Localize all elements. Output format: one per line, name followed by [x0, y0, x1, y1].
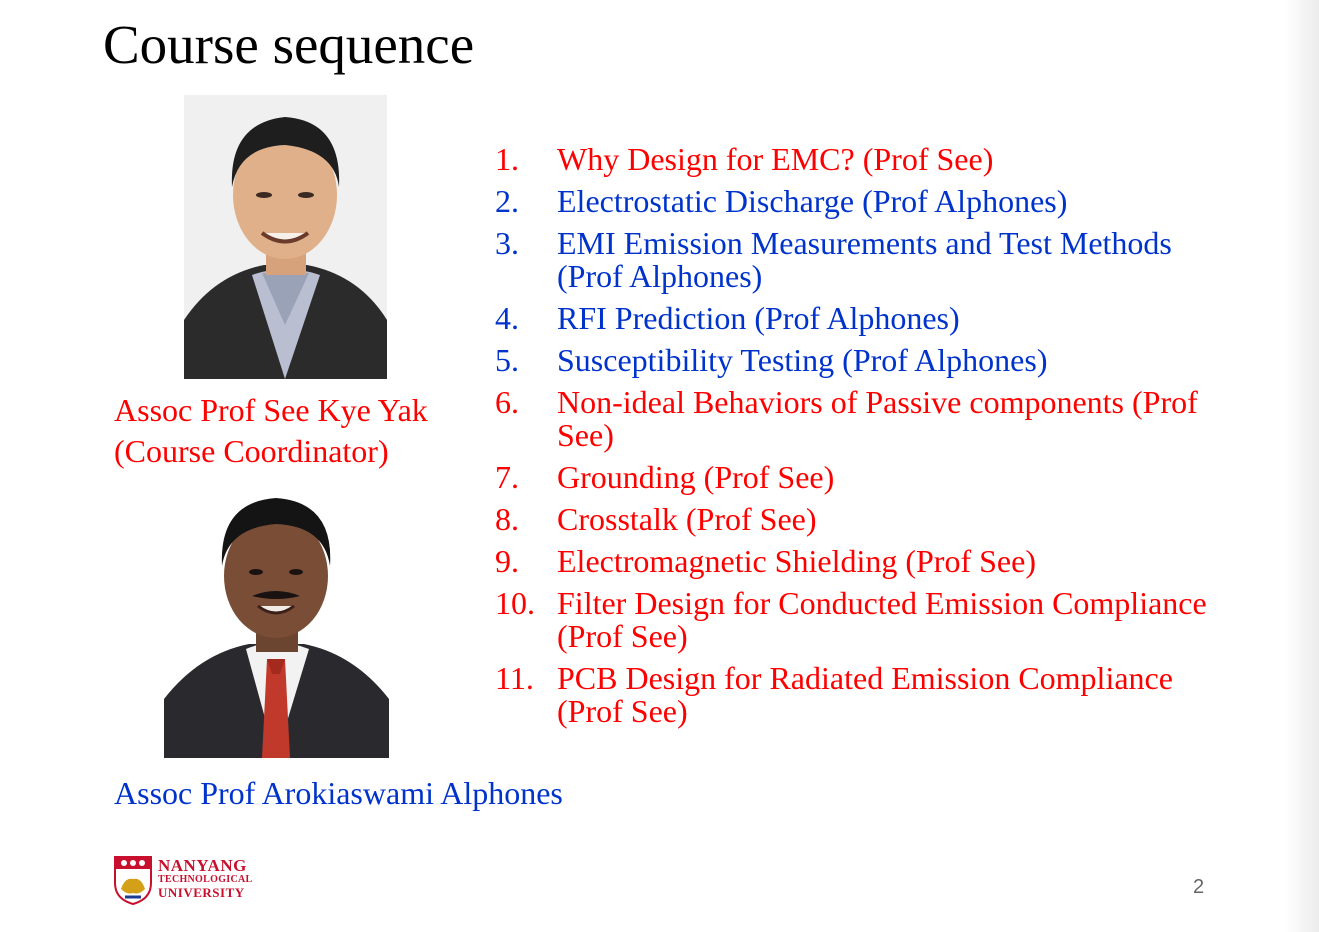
topic-item — [495, 386, 1235, 452]
topic-text: Electrostatic Discharge (Prof Alphones) — [557, 183, 1068, 219]
topic-item — [495, 302, 1235, 335]
topic-number: 11. — [495, 660, 534, 696]
topic-item — [495, 545, 1235, 578]
topic-text: Grounding (Prof See) — [557, 459, 835, 495]
topic-number: 1. — [495, 141, 519, 177]
topic-item — [495, 587, 1235, 653]
topic-text: Filter Design for Conducted Emission Compliance (Prof See) — [557, 585, 1207, 654]
logo-line-2: TECHNOLOGICAL — [158, 874, 253, 885]
topic-text: Why Design for EMC? (Prof See) — [557, 141, 994, 177]
topic-number: 6. — [495, 384, 519, 420]
topic-item — [495, 227, 1235, 293]
topic-number: 9. — [495, 543, 519, 579]
slide-edge-shadow — [1285, 0, 1319, 932]
topic-item — [495, 143, 1235, 176]
logo-line-3: UNIVERSITY — [158, 885, 245, 900]
university-logo — [113, 855, 253, 905]
page-number: 2 — [1193, 876, 1205, 898]
topic-item — [495, 662, 1235, 728]
topic-item — [495, 344, 1235, 377]
topic-text: Susceptibility Testing (Prof Alphones) — [557, 342, 1048, 378]
topic-item — [495, 461, 1235, 494]
university-crest-icon — [113, 855, 153, 905]
topic-number: 3. — [495, 225, 519, 261]
photo-prof-alphones — [164, 484, 389, 758]
instructor-name: Assoc Prof Arokiaswami Alphones — [114, 775, 563, 811]
logo-line-1: NANYANG — [158, 856, 247, 875]
instructor-role: (Course Coordinator) — [114, 433, 389, 469]
topic-number: 5. — [495, 342, 519, 378]
topic-number: 10. — [495, 585, 535, 621]
topic-text: RFI Prediction (Prof Alphones) — [557, 300, 960, 336]
topic-number: 7. — [495, 459, 519, 495]
topic-number: 8. — [495, 501, 519, 537]
course-topic-list — [495, 143, 1235, 737]
topic-number: 4. — [495, 300, 519, 336]
topic-text: Crosstalk (Prof See) — [557, 501, 817, 537]
logo-wordmark — [158, 857, 252, 900]
instructor-name: Assoc Prof See Kye Yak — [114, 392, 428, 428]
topic-text: Electromagnetic Shielding (Prof See) — [557, 543, 1036, 579]
caption-prof-alphones — [114, 773, 563, 814]
caption-prof-see — [114, 390, 428, 472]
slide-title: Course sequence — [103, 14, 475, 75]
photo-prof-see — [184, 95, 387, 379]
topic-number: 2. — [495, 183, 519, 219]
topic-item — [495, 503, 1235, 536]
topic-text: EMI Emission Measurements and Test Methods (Prof Alphones) — [557, 225, 1172, 294]
topic-text: Non-ideal Behaviors of Passive components (Prof See) — [557, 384, 1198, 453]
topic-item — [495, 185, 1235, 218]
topic-text: PCB Design for Radiated Emission Compliance (Prof See) — [557, 660, 1173, 729]
